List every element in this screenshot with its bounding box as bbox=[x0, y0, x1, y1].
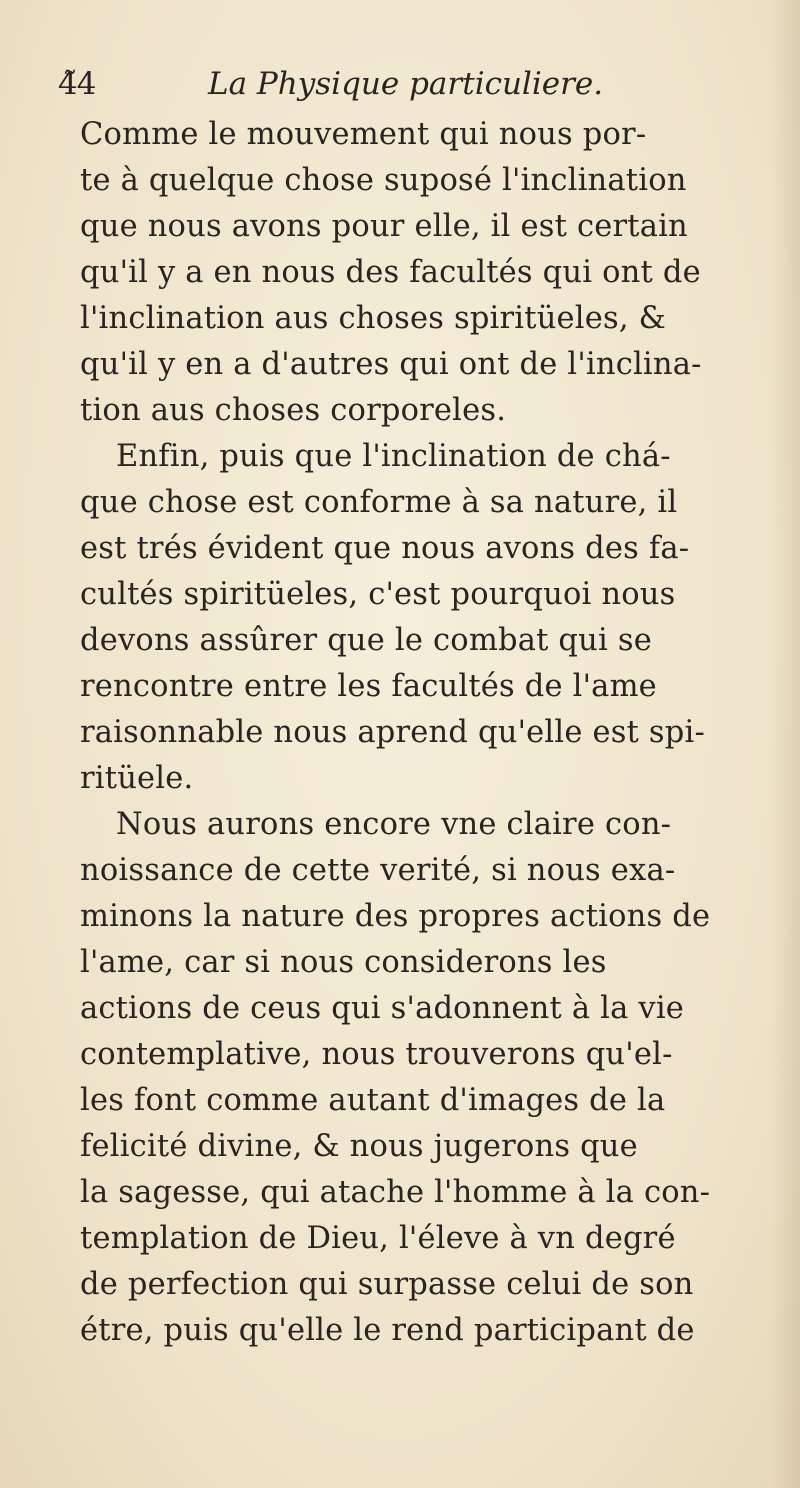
text-line: minons la nature des propres actions de bbox=[80, 899, 711, 934]
text-line: la sagesse, qui atache l'homme à la con- bbox=[80, 1175, 711, 1210]
text-line: Comme le mouvement qui nous por- bbox=[80, 117, 647, 152]
text-line: étre, puis qu'elle le rend participant de bbox=[80, 1313, 695, 1348]
text-line: les font comme autant d'images de la bbox=[80, 1083, 666, 1118]
running-title: La Physique particuliere. bbox=[208, 66, 604, 102]
text-line: te à quelque chose suposé l'inclination bbox=[80, 163, 687, 198]
text-line: templation de Dieu, l'éleve à vn degré bbox=[80, 1221, 676, 1256]
text-line: cultés spiritüeles, c'est pourquoi nous bbox=[80, 577, 676, 612]
text-line: de perfection qui surpasse celui de son bbox=[80, 1267, 694, 1302]
text-line: tion aus choses corporeles. bbox=[80, 393, 507, 428]
text-line: ritüele. bbox=[80, 761, 194, 796]
text-line: felicité divine, & nous jugerons que bbox=[80, 1129, 638, 1164]
page-header bbox=[58, 66, 758, 110]
text-line: noissance de cette verité, si nous exa- bbox=[80, 853, 676, 888]
text-line: que nous avons pour elle, il est certain bbox=[80, 209, 688, 244]
text-line: rencontre entre les facultés de l'ame bbox=[80, 669, 657, 704]
text-line: l'ame, car si nous considerons les bbox=[80, 945, 607, 980]
text-line: l'inclination aus choses spiritüeles, & bbox=[80, 301, 666, 336]
text-line: contemplative, nous trouverons qu'el- bbox=[80, 1037, 673, 1072]
text-line: qu'il y en a d'autres qui ont de l'inclina- bbox=[80, 347, 702, 382]
text-line: Nous aurons encore vne claire con- bbox=[116, 807, 672, 842]
text-line: est trés évident que nous avons des fa- bbox=[80, 531, 690, 566]
text-line: qu'il y a en nous des facultés qui ont de bbox=[80, 255, 701, 290]
text-line: actions de ceus qui s'adonnent à la vie bbox=[80, 991, 685, 1026]
text-line: raisonnable nous aprend qu'elle est spi- bbox=[80, 715, 705, 750]
text-line: Enfin, puis que l'inclination de chá- bbox=[116, 439, 671, 474]
body-text bbox=[80, 112, 772, 1354]
page-edge-shadow bbox=[770, 0, 800, 1488]
text-line: que chose est conforme à sa nature, il bbox=[80, 485, 678, 520]
page-number: 4̃4 bbox=[58, 66, 96, 102]
text-line: devons assûrer que le combat qui se bbox=[80, 623, 652, 658]
